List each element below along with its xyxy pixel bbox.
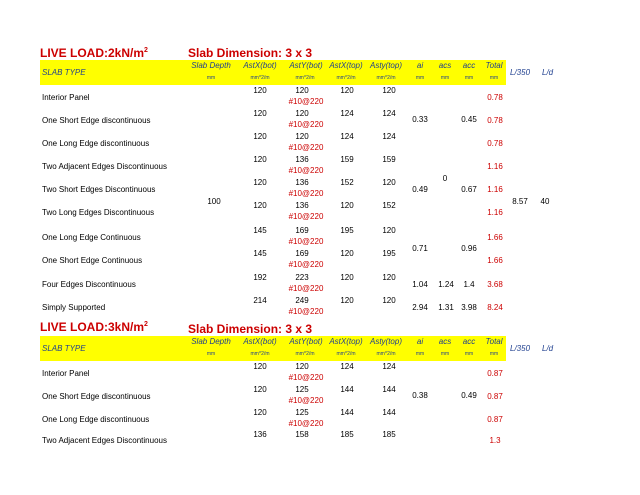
cell-acc: 0.45 — [461, 115, 477, 124]
unit-astx-top: mm^2/m — [336, 75, 356, 81]
row-label: One Short Edge Continuous — [42, 256, 143, 265]
cell-l350: 8.57 — [512, 197, 528, 206]
cell-acc: 0.67 — [461, 185, 477, 194]
cell-acc: 3.98 — [461, 303, 477, 312]
cell-astx-top: 120 — [340, 273, 354, 282]
row-label: Two Short Edges Discontinuous — [42, 185, 156, 194]
unit-astx-top: mm^2/m — [336, 351, 356, 357]
cell-asty-bot: 136 — [295, 178, 309, 187]
header-slab-type: SLAB TYPE — [42, 344, 86, 353]
cell-total: 1.66 — [487, 233, 503, 242]
header-slab-type: SLAB TYPE — [42, 68, 86, 77]
unit-acc: mm — [464, 75, 474, 81]
cell-rebar: #10@220 — [288, 307, 324, 316]
cell-acc: 0.96 — [461, 244, 477, 253]
cell-asty-bot: 223 — [295, 273, 309, 282]
unit-slab-depth: mm — [206, 351, 216, 357]
cell-total: 0.78 — [487, 116, 503, 125]
cell-astx-top: 120 — [340, 86, 354, 95]
cell-asty-bot: 120 — [295, 132, 309, 141]
cell-asty-bot: 136 — [295, 201, 309, 210]
cell-ai: 0.71 — [412, 244, 428, 253]
unit-ai: mm — [415, 351, 425, 357]
section2-slab-dimension: Slab Dimension: 3 x 3 — [188, 322, 313, 336]
cell-asty-top: 120 — [382, 226, 396, 235]
cell-rebar: #10@220 — [288, 97, 324, 106]
header-asty-bot: AstY(bot) — [289, 61, 323, 70]
cell-total: 1.16 — [487, 162, 503, 171]
cell-asty-bot: 169 — [295, 226, 309, 235]
cell-astx-bot: 120 — [253, 385, 267, 394]
cell-rebar: #10@220 — [288, 143, 324, 152]
header-ld: L/d — [542, 68, 554, 77]
cell-rebar: #10@220 — [288, 166, 324, 175]
cell-acc: 0.49 — [461, 391, 477, 400]
cell-astx-bot: 145 — [253, 249, 267, 258]
row-label: One Short Edge discontinuous — [42, 392, 151, 401]
unit-acs: mm — [440, 351, 450, 357]
section1-live-load-title: LIVE $LOAD:2kN/m^2$ — [40, 46, 148, 60]
row-label: One Short Edge discontinuous — [42, 116, 151, 125]
row-label: Two Adjacent Edges Discontinuous — [42, 162, 167, 171]
header-asty-top: Asty(top) — [369, 337, 402, 346]
cell-asty-top: 124 — [382, 132, 396, 141]
header-slab-depth: Slab Depth — [191, 61, 231, 70]
unit-acs: mm — [440, 75, 450, 81]
cell-astx-bot: 120 — [253, 408, 267, 417]
cell-astx-bot: 120 — [253, 132, 267, 141]
header-ai: ai — [416, 61, 424, 70]
cell-total: 3.68 — [487, 280, 503, 289]
cell-rebar: #10@220 — [288, 396, 324, 405]
header-astx-bot: AstX(bot) — [243, 61, 277, 70]
unit-slab-depth: mm — [206, 75, 216, 81]
cell-asty-top: 159 — [382, 155, 396, 164]
row-label: One Long Edge discontinuous — [42, 415, 150, 424]
header-acs: acs — [438, 337, 452, 346]
header-acc: acc — [462, 61, 476, 70]
cell-rebar: #10@220 — [288, 419, 324, 428]
cell-asty-bot: 125 — [295, 385, 309, 394]
cell-astx-bot: 120 — [253, 362, 267, 371]
cell-astx-top: 120 — [340, 249, 354, 258]
cell-asty-top: 152 — [382, 201, 396, 210]
unit-total: mm — [489, 351, 499, 357]
row-label: One Long Edge discontinuous — [42, 139, 150, 148]
cell-asty-top: 195 — [382, 249, 396, 258]
cell-asty-top: 124 — [382, 109, 396, 118]
cell-astx-bot: 120 — [253, 155, 267, 164]
header-acc: acc — [462, 337, 476, 346]
header-l350: L/350 — [510, 344, 531, 353]
cell-asty-bot: 120 — [295, 109, 309, 118]
cell-slab-depth: 100 — [207, 197, 221, 206]
cell-ai: 0.38 — [412, 391, 428, 400]
row-label: Interior Panel — [42, 369, 90, 378]
cell-asty-bot: 249 — [295, 296, 309, 305]
cell-ai: 1.04 — [412, 280, 428, 289]
cell-acs: 0 — [442, 174, 448, 183]
cell-rebar: #10@220 — [288, 120, 324, 129]
header-slab-depth: Slab Depth — [191, 337, 231, 346]
header-astx-top: AstX(top) — [329, 61, 363, 70]
row-label: One Long Edge Continuous — [42, 233, 141, 242]
cell-astx-bot: 120 — [253, 178, 267, 187]
cell-ai: 0.33 — [412, 115, 428, 124]
header-total: Total — [485, 337, 503, 346]
unit-asty-bot: mm^2/m — [295, 75, 315, 81]
cell-astx-top: 120 — [340, 201, 354, 210]
row-label: Two Long Edges Discontinuous — [42, 208, 155, 217]
header-l350: L/350 — [510, 68, 531, 77]
cell-total: 0.87 — [487, 369, 503, 378]
cell-total: 8.24 — [487, 303, 503, 312]
cell-asty-bot: 125 — [295, 408, 309, 417]
cell-asty-bot: 120 — [295, 86, 309, 95]
cell-rebar: #10@220 — [288, 373, 324, 382]
cell-astx-top: 124 — [340, 109, 354, 118]
cell-rebar: #10@220 — [288, 284, 324, 293]
cell-asty-top: 120 — [382, 273, 396, 282]
cell-total: 1.3 — [489, 436, 501, 445]
cell-total: 1.16 — [487, 208, 503, 217]
row-label: Two Adjacent Edges Discontinuous — [42, 436, 167, 445]
cell-ld: 40 — [540, 197, 550, 206]
cell-asty-top: 144 — [382, 408, 396, 417]
cell-rebar: #10@220 — [288, 237, 324, 246]
section1-slab-dimension: Slab Dimension: 3 x 3 — [188, 46, 313, 60]
cell-astx-top: 124 — [340, 132, 354, 141]
header-asty-top: Asty(top) — [369, 61, 402, 70]
cell-astx-top: 195 — [340, 226, 354, 235]
cell-astx-top: 159 — [340, 155, 354, 164]
cell-total: 0.78 — [487, 93, 503, 102]
unit-asty-top: mm^2/m — [376, 351, 396, 357]
cell-asty-top: 120 — [382, 178, 396, 187]
cell-asty-top: 120 — [382, 296, 396, 305]
cell-ai: 0.49 — [412, 185, 428, 194]
cell-asty-top: 144 — [382, 385, 396, 394]
cell-rebar: #10@220 — [288, 212, 324, 221]
cell-astx-bot: 136 — [253, 430, 267, 439]
cell-rebar: #10@220 — [288, 189, 324, 198]
cell-total: 1.66 — [487, 256, 503, 265]
unit-acc: mm — [464, 351, 474, 357]
cell-asty-bot: 158 — [295, 430, 309, 439]
unit-asty-top: mm^2/m — [376, 75, 396, 81]
cell-asty-bot: 169 — [295, 249, 309, 258]
cell-astx-bot: 214 — [253, 296, 267, 305]
cell-astx-bot: 120 — [253, 109, 267, 118]
header-acs: acs — [438, 61, 452, 70]
clipped-row-container — [0, 428, 640, 445]
cell-asty-top: 185 — [382, 430, 396, 439]
cell-total: 0.78 — [487, 139, 503, 148]
cell-astx-top: 144 — [340, 408, 354, 417]
cell-total: 0.87 — [487, 415, 503, 424]
cell-astx-top: 120 — [340, 296, 354, 305]
cell-ai: 2.94 — [412, 303, 428, 312]
cell-acc: 1.4 — [463, 280, 475, 289]
unit-astx-bot: mm^2/m — [250, 75, 270, 81]
cell-astx-top: 144 — [340, 385, 354, 394]
cell-asty-bot: 120 — [295, 362, 309, 371]
row-label: Simply Supported — [42, 303, 106, 312]
header-ai: ai — [416, 337, 424, 346]
cell-total: 1.16 — [487, 185, 503, 194]
header-total: Total — [485, 61, 503, 70]
cell-asty-bot: 136 — [295, 155, 309, 164]
cell-astx-top: 152 — [340, 178, 354, 187]
unit-ai: mm — [415, 75, 425, 81]
cell-astx-bot: 120 — [253, 86, 267, 95]
row-label: Interior Panel — [42, 93, 90, 102]
cell-asty-top: 120 — [382, 86, 396, 95]
cell-rebar: #10@220 — [288, 260, 324, 269]
section2-live-load-title: LIVE $LOAD:3kN/m^2$ — [40, 320, 148, 334]
unit-asty-bot: mm^2/m — [295, 351, 315, 357]
cell-astx-top: 124 — [340, 362, 354, 371]
cell-astx-top: 185 — [340, 430, 354, 439]
header-astx-bot: AstX(bot) — [243, 337, 277, 346]
cell-astx-bot: 120 — [253, 201, 267, 210]
cell-acs: 1.24 — [438, 280, 454, 289]
header-astx-top: AstX(top) — [329, 337, 363, 346]
cell-acs: 1.31 — [438, 303, 454, 312]
header-ld: L/d — [542, 344, 554, 353]
cell-astx-bot: 192 — [253, 273, 267, 282]
unit-total: mm — [489, 75, 499, 81]
header-asty-bot: AstY(bot) — [289, 337, 323, 346]
cell-total: 0.87 — [487, 392, 503, 401]
unit-astx-bot: mm^2/m — [250, 351, 270, 357]
row-label: Four Edges Discontinuous — [42, 280, 136, 289]
cell-asty-top: 124 — [382, 362, 396, 371]
cell-astx-bot: 145 — [253, 226, 267, 235]
